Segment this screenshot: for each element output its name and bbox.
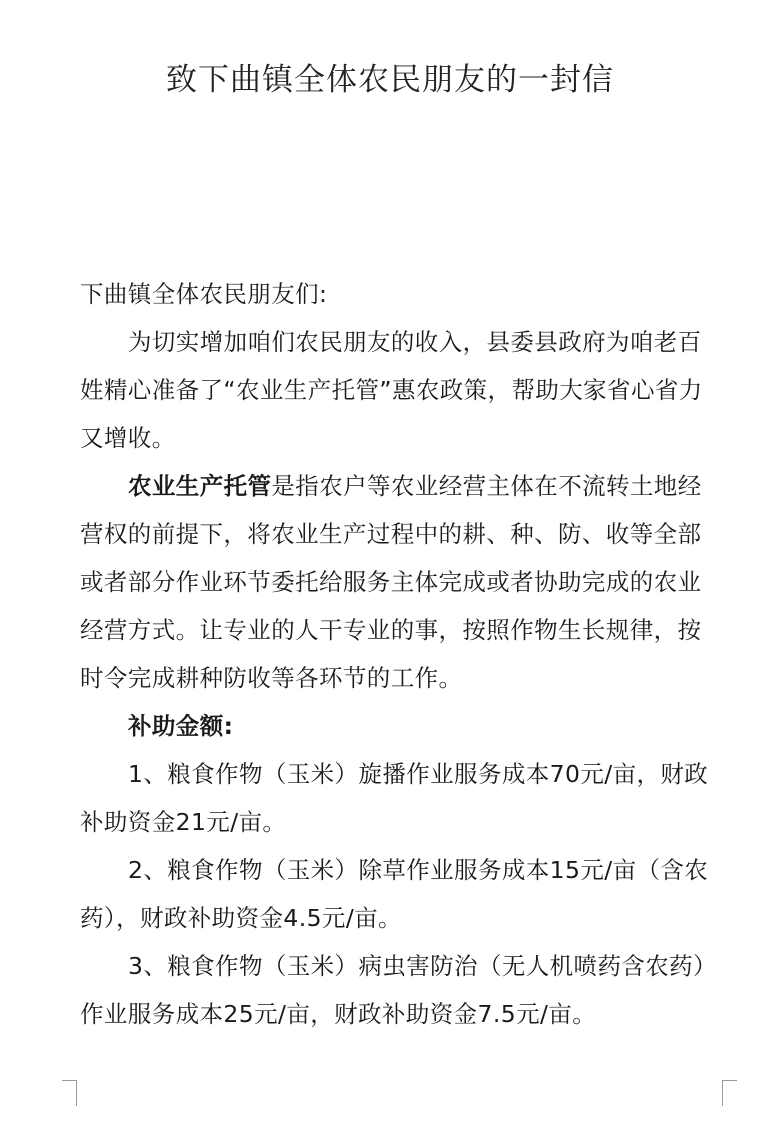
definition-text: 是指农户等农业经营主体在不流转土地经营权的前提下，将农业生产过程中的耕、种、防、收等全部或者部分作业环节委托给服务主体完成或者协助完成的农业经营方式。让专业的人干专业的事，按照作物生长规律，按时令完成耕种防收等各环节的工作。	[80, 472, 702, 692]
page-title: 致下曲镇全体农民朋友的一封信	[166, 62, 614, 98]
salutation: 下曲镇全体农民朋友们:	[80, 280, 328, 308]
list-item: 1、粮食作物（玉米）旋播作业服务成本70元/亩，财政补助资金21元/亩。	[80, 760, 709, 836]
corner-mark-left	[62, 1080, 77, 1106]
letter-body	[80, 270, 720, 1038]
list-item: 2、粮食作物（玉米）除草作业服务成本15元/亩（含农药），财政补助资金4.5元/亩。	[80, 856, 709, 932]
term-highlight: 农业生产托管	[128, 472, 272, 500]
subsidy-heading: 补助金额:	[128, 712, 234, 740]
paragraph-definition	[80, 462, 720, 702]
list-item: 3、粮食作物（玉米）病虫害防治（无人机喷药含农药）作业服务成本25元/亩，财政补助资金7.5元/亩。	[80, 952, 717, 1028]
paragraph-intro: 为切实增加咱们农民朋友的收入，县委县政府为咱老百姓精心准备了“农业生产托管”惠农政策，帮助大家省心省力又增收。	[80, 328, 703, 452]
corner-mark-right	[722, 1080, 737, 1106]
